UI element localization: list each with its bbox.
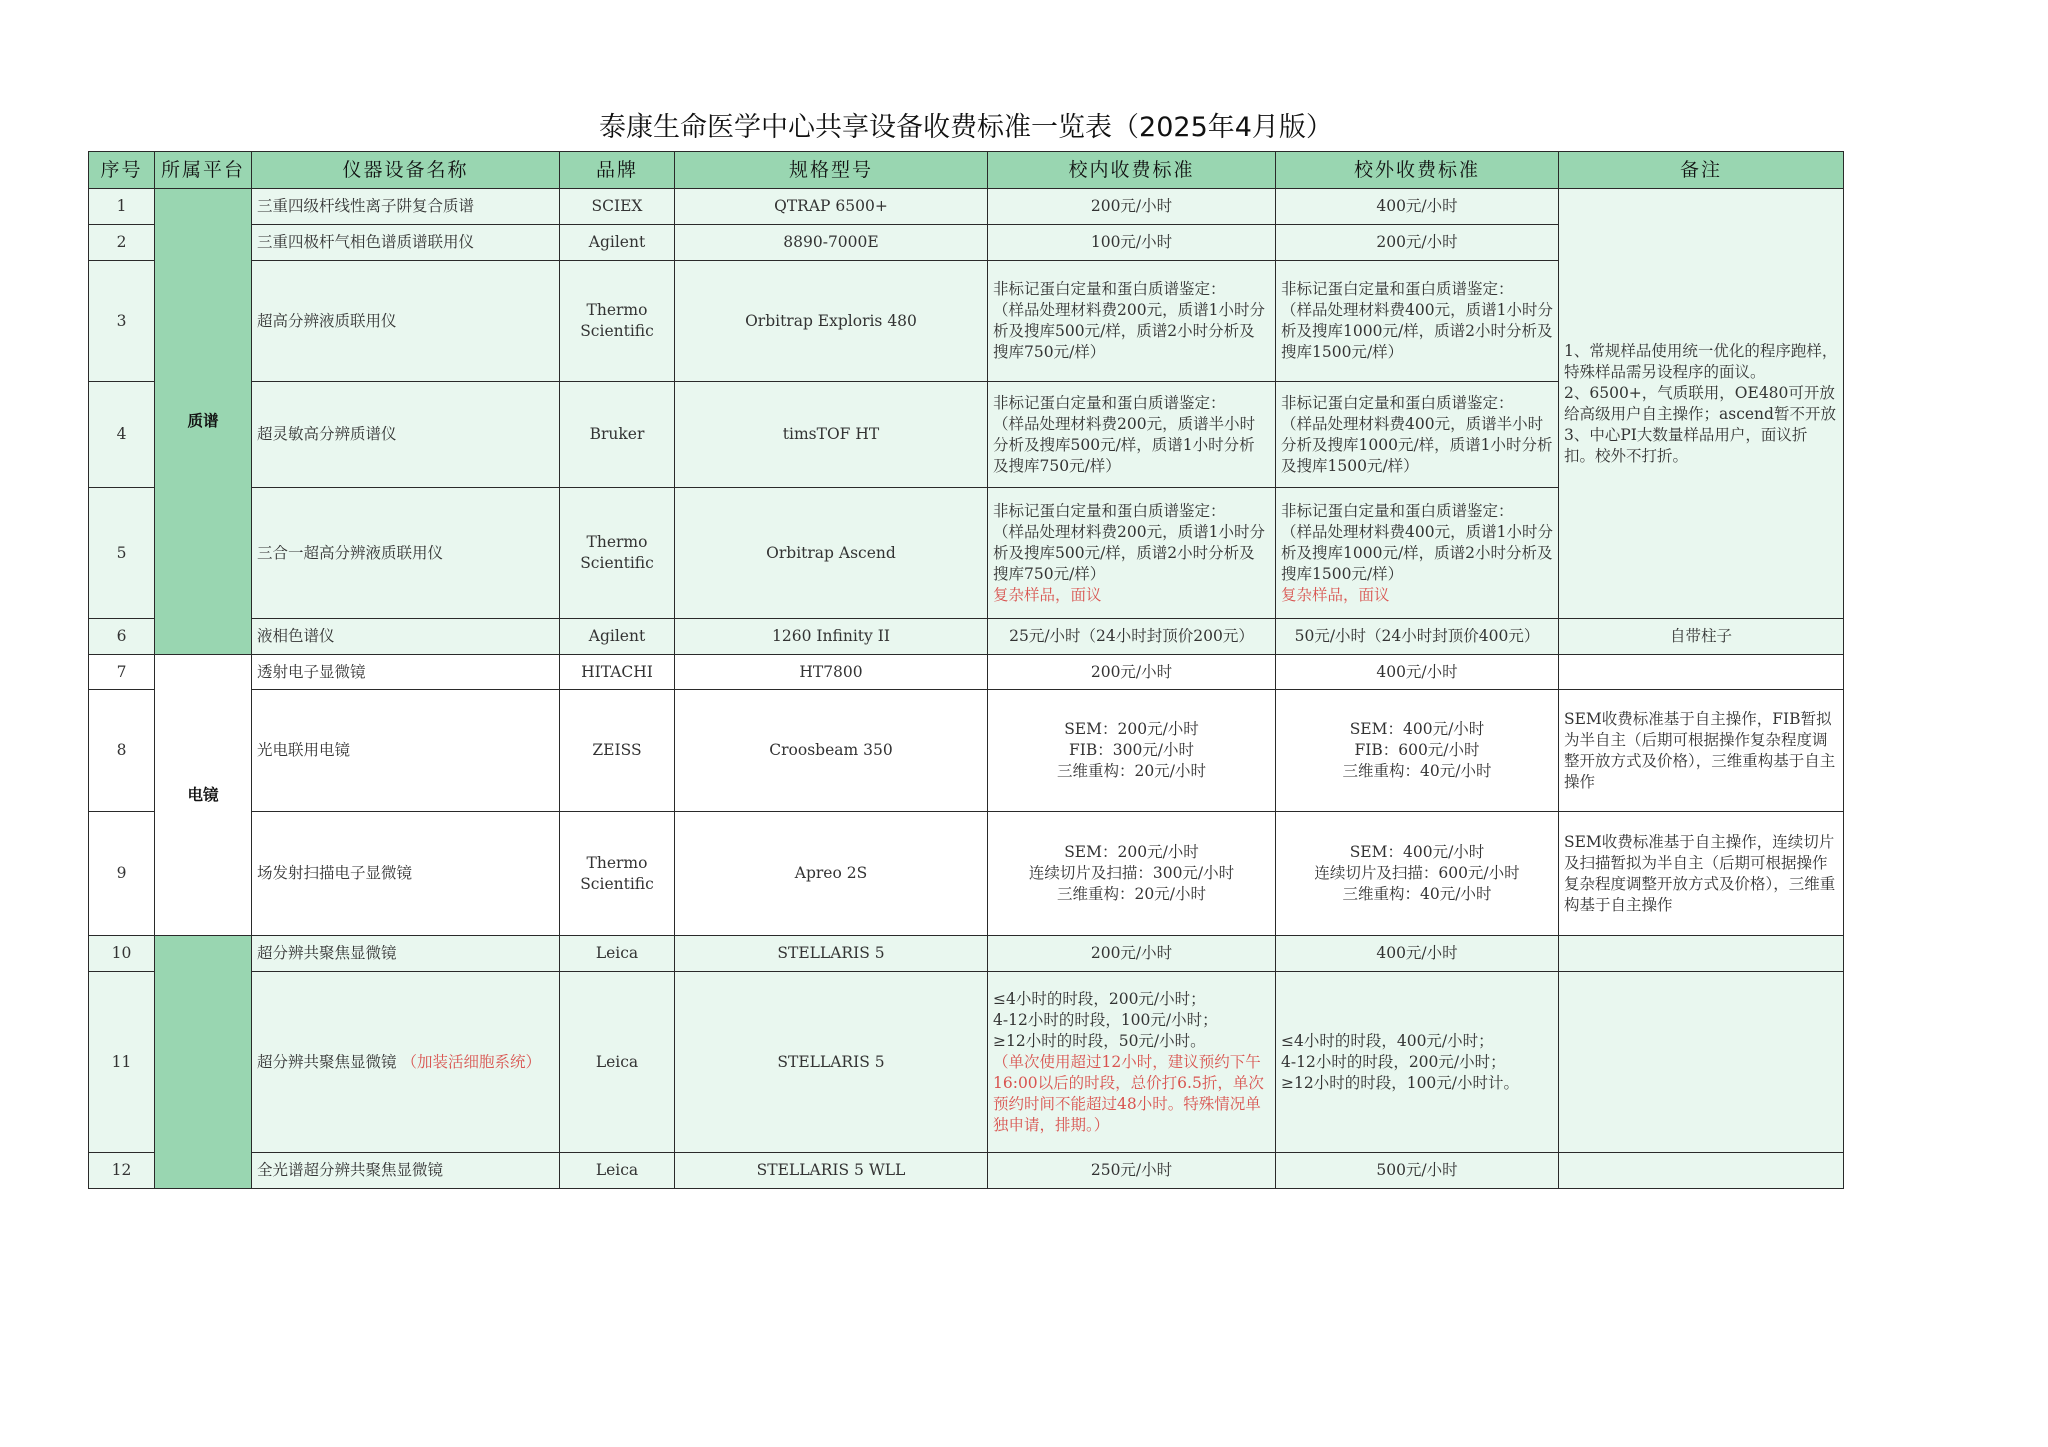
table-row — [89, 812, 1844, 936]
header-note: 备注 — [1559, 152, 1844, 189]
external-fee: 非标记蛋白定量和蛋白质谱鉴定： （样品处理材料费400元，质谱1小时分析及搜库1000元/样，质谱2小时分析及搜库1500元/样） — [1281, 501, 1553, 583]
internal-fee: 250元/小时 — [988, 1153, 1276, 1189]
internal-fee-remark: （单次使用超过12小时，建议预约下午16:00以后的时段，总价打6.5折，单次预约时间不能超过48小时。特殊情况单独申请，排期。） — [993, 1052, 1264, 1134]
device-name: 液相色谱仪 — [252, 619, 560, 655]
header-model: 规格型号 — [675, 152, 988, 189]
table-row — [89, 972, 1844, 1153]
external-fee: 50元/小时（24小时封顶价400元） — [1276, 619, 1559, 655]
device-model: 1260 Infinity II — [675, 619, 988, 655]
device-brand: SCIEX — [560, 189, 675, 225]
header-internal: 校内收费标准 — [988, 152, 1276, 189]
device-brand: Leica — [560, 936, 675, 972]
header-brand: 品牌 — [560, 152, 675, 189]
internal-fee: SEM：200元/小时 连续切片及扫描：300元/小时 三维重构：20元/小时 — [988, 812, 1276, 936]
device-model: timsTOF HT — [675, 382, 988, 488]
device-name: 超灵敏高分辨质谱仪 — [252, 382, 560, 488]
table-row — [89, 936, 1844, 972]
internal-fee: 非标记蛋白定量和蛋白质谱鉴定： （样品处理材料费200元，质谱1小时分析及搜库500元/样，质谱2小时分析及搜库750元/样） — [993, 501, 1265, 583]
device-model: STELLARIS 5 WLL — [675, 1153, 988, 1189]
external-fee: 400元/小时 — [1276, 655, 1559, 690]
row-no: 11 — [89, 972, 155, 1153]
row-no: 12 — [89, 1153, 155, 1189]
external-fee-cell — [1276, 488, 1559, 619]
device-brand: Thermo Scientific — [560, 812, 675, 936]
device-name: 超分辨共聚焦显微镜 — [252, 936, 560, 972]
device-brand: ZEISS — [560, 690, 675, 812]
device-model: STELLARIS 5 — [675, 972, 988, 1153]
external-fee: 非标记蛋白定量和蛋白质谱鉴定： （样品处理材料费400元，质谱1小时分析及搜库1000元/样，质谱2小时分析及搜库1500元/样） — [1276, 261, 1559, 382]
row-no: 3 — [89, 261, 155, 382]
device-brand: HITACHI — [560, 655, 675, 690]
device-model: Croosbeam 350 — [675, 690, 988, 812]
device-brand: Thermo Scientific — [560, 261, 675, 382]
row-note: 自带柱子 — [1559, 619, 1844, 655]
internal-fee: 200元/小时 — [988, 189, 1276, 225]
table-row — [89, 655, 1844, 690]
device-brand: Thermo Scientific — [560, 488, 675, 619]
device-name: 场发射扫描电子显微镜 — [252, 812, 560, 936]
sheet-title: 泰康生命医学中心共享设备收费标准一览表（2025年4月版） — [599, 112, 1333, 143]
internal-fee: ≤4小时的时段，200元/小时； 4-12小时的时段，100元/小时； ≥12小时的时段，50元/小时。 — [993, 989, 1218, 1050]
table-row — [89, 690, 1844, 812]
row-note — [1559, 1153, 1844, 1189]
device-name: 透射电子显微镜 — [252, 655, 560, 690]
header-name: 仪器设备名称 — [252, 152, 560, 189]
header-no: 序号 — [89, 152, 155, 189]
row-no: 8 — [89, 690, 155, 812]
row-note — [1559, 972, 1844, 1153]
external-fee: 400元/小时 — [1276, 936, 1559, 972]
row-note — [1559, 655, 1844, 690]
external-fee: 500元/小时 — [1276, 1153, 1559, 1189]
row-note: SEM收费标准基于自主操作，连续切片及扫描暂拟为半自主（后期可根据操作复杂程度调整开放方式及价格），三维重构基于自主操作 — [1559, 812, 1844, 936]
device-name: 超分辨共聚焦显微镜 — [257, 1052, 397, 1071]
internal-fee-cell — [988, 488, 1276, 619]
external-fee: 200元/小时 — [1276, 225, 1559, 261]
header-row — [89, 152, 1844, 189]
internal-fee-cell — [988, 972, 1276, 1153]
internal-fee: 100元/小时 — [988, 225, 1276, 261]
internal-fee: SEM：200元/小时 FIB：300元/小时 三维重构：20元/小时 — [988, 690, 1276, 812]
external-fee-remark: 复杂样品，面议 — [1281, 585, 1390, 604]
device-brand: Agilent — [560, 619, 675, 655]
external-fee: 400元/小时 — [1276, 189, 1559, 225]
row-no: 10 — [89, 936, 155, 972]
device-brand: Leica — [560, 972, 675, 1153]
header-platform: 所属平台 — [155, 152, 252, 189]
device-brand: Leica — [560, 1153, 675, 1189]
platform-em: 电镜 — [155, 655, 252, 936]
internal-fee: 非标记蛋白定量和蛋白质谱鉴定： （样品处理材料费200元，质谱1小时分析及搜库500元/样，质谱2小时分析及搜库750元/样） — [988, 261, 1276, 382]
row-note — [1559, 936, 1844, 972]
internal-fee: 200元/小时 — [988, 936, 1276, 972]
fee-table — [88, 151, 1844, 1189]
device-model: Apreo 2S — [675, 812, 988, 936]
header-external: 校外收费标准 — [1276, 152, 1559, 189]
platform-unlabeled — [155, 936, 252, 1189]
row-note: SEM收费标准基于自主操作，FIB暂拟为半自主（后期可根据操作复杂程度调整开放方式及价格），三维重构基于自主操作 — [1559, 690, 1844, 812]
device-brand: Bruker — [560, 382, 675, 488]
external-fee: SEM：400元/小时 FIB：600元/小时 三维重构：40元/小时 — [1276, 690, 1559, 812]
device-name: 光电联用电镜 — [252, 690, 560, 812]
device-name: 三合一超高分辨液质联用仪 — [252, 488, 560, 619]
device-model: Orbitrap Ascend — [675, 488, 988, 619]
device-model: 8890-7000E — [675, 225, 988, 261]
platform-ms: 质谱 — [155, 189, 252, 655]
internal-fee-remark: 复杂样品，面议 — [993, 585, 1102, 604]
external-fee: 非标记蛋白定量和蛋白质谱鉴定： （样品处理材料费400元，质谱半小时分析及搜库1000元/样，质谱1小时分析及搜库1500元/样） — [1276, 382, 1559, 488]
row-no: 6 — [89, 619, 155, 655]
external-fee: ≤4小时的时段，400元/小时； 4-12小时的时段，200元/小时； ≥12小时的时段，100元/小时计。 — [1276, 972, 1559, 1153]
internal-fee: 非标记蛋白定量和蛋白质谱鉴定： （样品处理材料费200元，质谱半小时分析及搜库500元/样，质谱1小时分析及搜库750元/样） — [988, 382, 1276, 488]
row-no: 4 — [89, 382, 155, 488]
row-no: 5 — [89, 488, 155, 619]
table-row — [89, 1153, 1844, 1189]
device-name-remark: （加装活细胞系统） — [401, 1052, 541, 1071]
internal-fee: 25元/小时（24小时封顶价200元） — [988, 619, 1276, 655]
internal-fee: 200元/小时 — [988, 655, 1276, 690]
device-model: STELLARIS 5 — [675, 936, 988, 972]
row-no: 1 — [89, 189, 155, 225]
device-model: QTRAP 6500+ — [675, 189, 988, 225]
table-row — [89, 619, 1844, 655]
device-name: 三重四极杆气相色谱质谱联用仪 — [252, 225, 560, 261]
row-no: 7 — [89, 655, 155, 690]
ms-note: 1、常规样品使用统一优化的程序跑样，特殊样品需另设程序的面议。 2、6500+，气质联用，OE480可开放给高级用户自主操作；ascend暂不开放 3、中心PI大数量样品用户，面议折扣。校外不打折。 — [1559, 189, 1844, 619]
row-no: 2 — [89, 225, 155, 261]
row-no: 9 — [89, 812, 155, 936]
device-name-cell — [252, 972, 560, 1153]
device-name: 全光谱超分辨共聚焦显微镜 — [252, 1153, 560, 1189]
device-name: 三重四级杆线性离子阱复合质谱 — [252, 189, 560, 225]
device-model: Orbitrap Exploris 480 — [675, 261, 988, 382]
device-model: HT7800 — [675, 655, 988, 690]
external-fee: SEM：400元/小时 连续切片及扫描：600元/小时 三维重构：40元/小时 — [1276, 812, 1559, 936]
device-name: 超高分辨液质联用仪 — [252, 261, 560, 382]
device-brand: Agilent — [560, 225, 675, 261]
table-row — [89, 189, 1844, 225]
